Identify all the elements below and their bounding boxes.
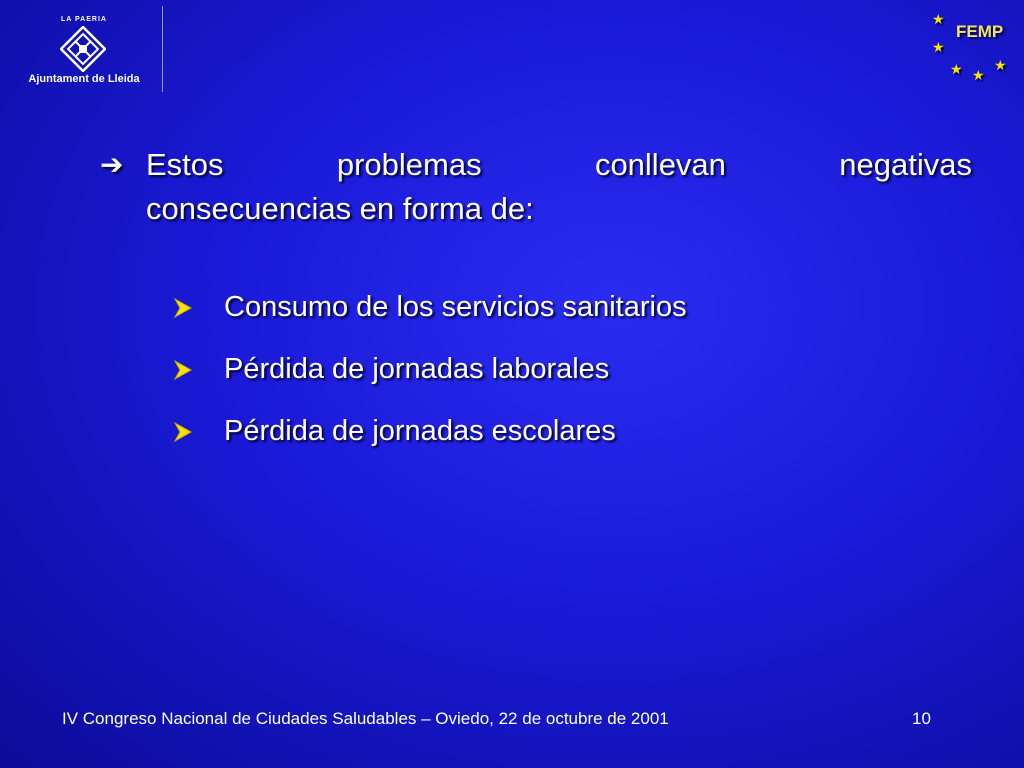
lleida-emblem-icon [60,26,106,72]
main-point-line2: consecuencias en forma de: [146,191,534,226]
logo-top-text: LA PAERIA [61,16,107,23]
page-number: 10 [912,709,931,728]
main-point [100,143,972,231]
chevron-right-icon [172,359,194,381]
chevron-right-icon [172,297,194,319]
list-item [172,345,952,407]
bullet-label: Pérdida de jornadas laborales [224,353,610,385]
chevron-right-icon [172,421,194,443]
bullet-list [172,283,952,469]
femp-logo [920,10,1020,90]
star-icon: ★ [950,61,963,77]
arrow-right-icon: ➔ [100,149,124,180]
star-icon: ★ [972,67,985,83]
bullet-label: Consumo de los servicios sanitarios [224,291,687,323]
main-point-word: conllevan [594,147,726,182]
list-item [172,407,952,469]
logo-divider [162,6,163,92]
ajuntament-lleida-logo [8,10,160,90]
bullet-label: Pérdida de jornadas escolares [224,415,616,447]
main-point-line1 [146,143,972,187]
star-icon: ★ [932,11,945,27]
main-point-word: negativas [839,147,972,182]
logo-name: Ajuntament de Lleida [28,73,140,85]
star-icon: ★ [994,57,1007,73]
main-point-word: Estos [146,147,224,182]
main-point-text [146,143,972,231]
star-icon: ★ [932,39,945,55]
list-item [172,283,952,345]
main-point-word: problemas [336,147,482,182]
femp-label: FEMP [956,22,1004,41]
footer-text: IV Congreso Nacional de Ciudades Saludables – Oviedo, 22 de octubre de 2001 [62,709,669,728]
